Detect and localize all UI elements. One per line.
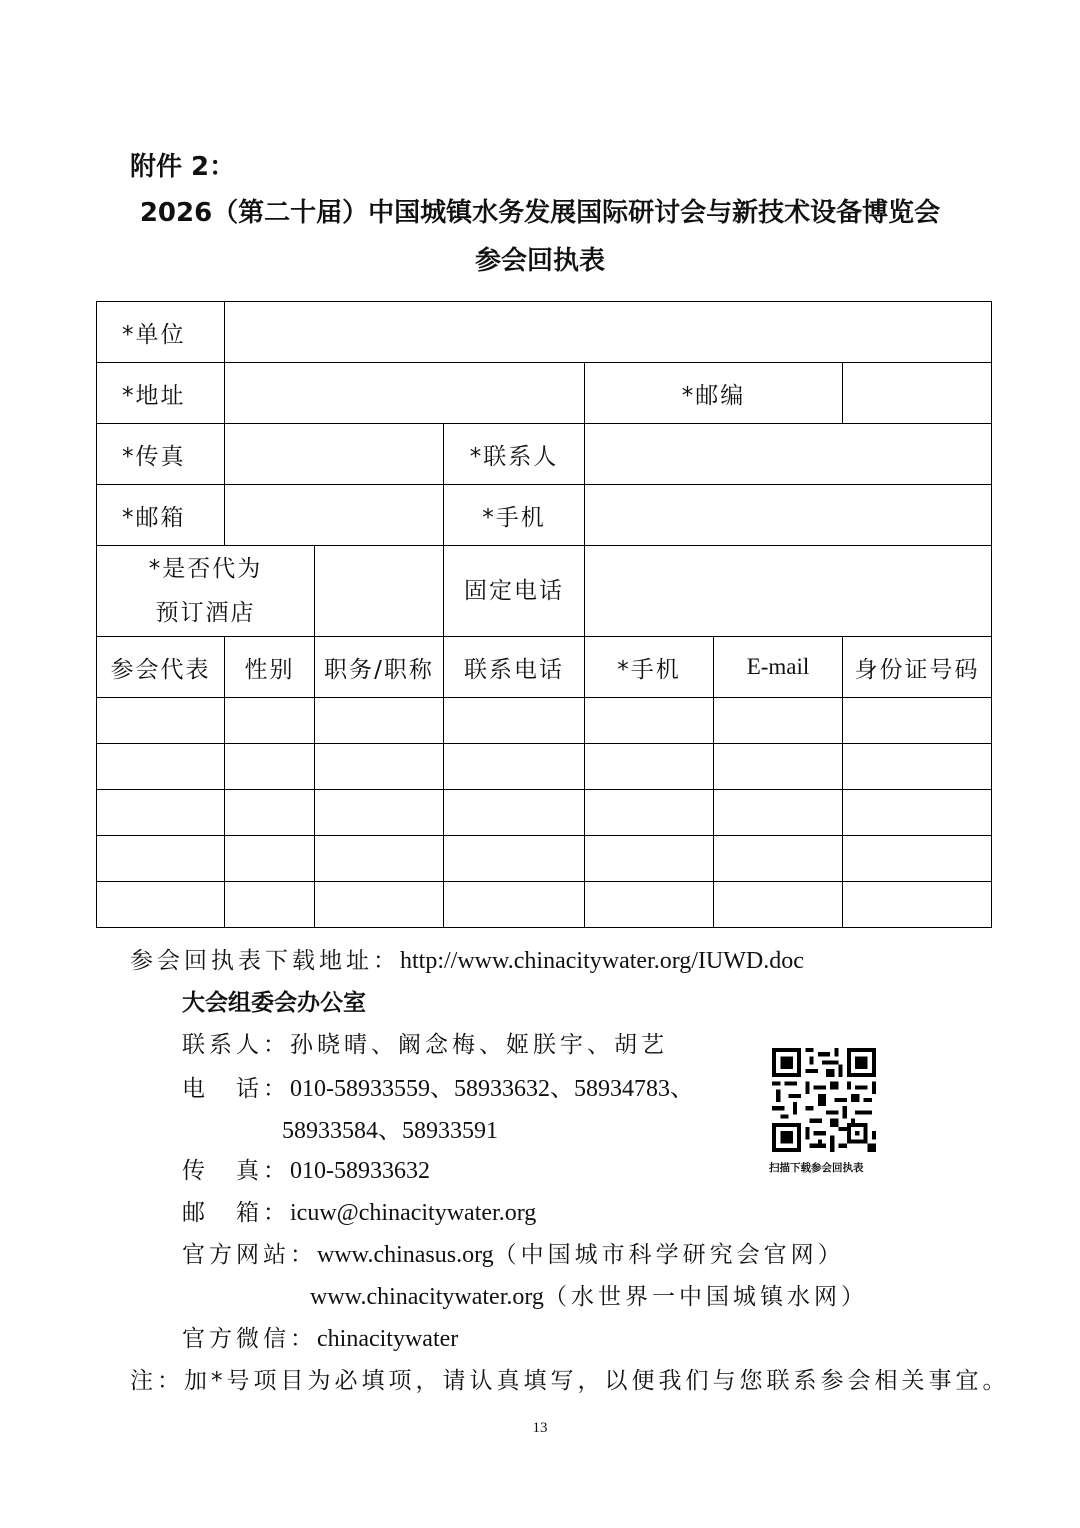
contacts-label: 联系人： [182,1032,290,1058]
header-position: 职务/职称 [315,637,444,698]
email-contact-label: 邮 箱： [182,1200,290,1226]
attachment-label: 附件 2： [130,152,236,182]
table-cell[interactable] [843,882,992,928]
fax-field[interactable] [225,424,444,485]
website-line-1 [182,1236,845,1269]
download-line [130,942,804,975]
phone-label: 电 话： [182,1076,290,1102]
website-label: 官方网站： [182,1242,317,1268]
header-email: E-mail [714,637,843,698]
website-note-1: （中国城市科学研究会官网） [493,1242,845,1268]
table-cell[interactable] [444,882,585,928]
table-cell[interactable] [315,698,444,744]
postcode-field[interactable] [843,363,992,424]
table-cell[interactable] [97,744,225,790]
contacts-names: 孙晓晴、阚念梅、姬朕宇、胡艺 [290,1032,668,1058]
hotel-booking-field[interactable] [315,546,444,637]
document-title: 2026（第二十届）中国城镇水务发展国际研讨会与新技术设备博览会 [139,198,941,228]
table-cell[interactable] [843,790,992,836]
header-id-number: 身份证号码 [843,637,992,698]
table-cell[interactable] [843,744,992,790]
table-cell[interactable] [225,744,315,790]
website-link-2[interactable]: www.chinacitywater.org [310,1284,544,1310]
office-name: 大会组委会办公室 [182,990,366,1016]
table-row [97,698,992,744]
table-cell[interactable] [225,698,315,744]
unit-field[interactable] [225,302,992,363]
hotel-booking-label-line2: 预订酒店 [155,600,256,626]
table-cell[interactable] [585,790,714,836]
unit-label: *单位 [97,302,225,363]
table-cell[interactable] [585,698,714,744]
hotel-booking-label-line1: *是否代为 [148,556,263,582]
qr-caption: 扫描下载参会回执表 [769,1162,864,1174]
table-cell[interactable] [315,882,444,928]
phone-line [182,1068,694,1103]
fax-line [182,1152,430,1185]
email-link[interactable]: icuw@chinacitywater.org [290,1200,537,1226]
contact-field[interactable] [585,424,992,485]
email-line [182,1194,536,1227]
wechat-label: 官方微信： [182,1326,317,1352]
table-row [97,790,992,836]
fax-contact-label: 传 真： [182,1158,290,1184]
address-label: *地址 [97,363,225,424]
fax-label: *传真 [97,424,225,485]
wechat-line [182,1320,458,1353]
table-cell[interactable] [714,882,843,928]
table-cell[interactable] [714,790,843,836]
header-attendee: 参会代表 [97,637,225,698]
postcode-label: *邮编 [585,363,843,424]
download-url-link[interactable]: http://www.chinacitywater.org/IUWD.doc [400,948,804,974]
table-cell[interactable] [585,836,714,882]
email-field[interactable] [225,485,444,546]
table-cell[interactable] [97,836,225,882]
table-cell[interactable] [444,790,585,836]
table-cell[interactable] [843,836,992,882]
header-phone: 联系电话 [444,637,585,698]
table-cell[interactable] [97,790,225,836]
phone-numbers-2: 58933584、58933591 [282,1118,498,1144]
phone-line-2 [282,1110,498,1145]
table-cell[interactable] [225,790,315,836]
landline-field[interactable] [585,546,992,637]
email-label: *邮箱 [97,485,225,546]
table-cell[interactable] [315,744,444,790]
website-line-2 [310,1278,868,1311]
table-cell[interactable] [444,698,585,744]
table-cell[interactable] [585,882,714,928]
table-cell[interactable] [444,836,585,882]
table-cell[interactable] [225,882,315,928]
contacts-line [182,1026,668,1059]
wechat-id: chinacitywater [317,1326,459,1352]
table-cell[interactable] [315,790,444,836]
mobile-label: *手机 [444,485,585,546]
registration-form-table [96,301,992,928]
table-cell[interactable] [225,836,315,882]
table-row [97,744,992,790]
landline-label: 固定电话 [444,546,585,637]
table-cell[interactable] [315,836,444,882]
required-note: 注：加*号项目为必填项，请认真填写，以便我们与您联系参会相关事宜。 [130,1368,1010,1394]
qr-code-icon[interactable] [772,1048,876,1152]
hotel-booking-label [97,546,315,637]
download-label: 参会回执表下载地址： [130,948,400,974]
table-cell[interactable] [714,836,843,882]
header-mobile: *手机 [585,637,714,698]
contact-label: *联系人 [444,424,585,485]
table-row [97,882,992,928]
website-note-2: （水世界一中国城镇水网） [543,1284,868,1310]
table-cell[interactable] [585,744,714,790]
page-number: 13 [532,1420,548,1436]
phone-numbers-1: 010-58933559、58933632、58934783、 [290,1076,694,1102]
table-cell[interactable] [843,698,992,744]
table-cell[interactable] [97,698,225,744]
mobile-field[interactable] [585,485,992,546]
header-gender: 性别 [225,637,315,698]
table-cell[interactable] [97,882,225,928]
table-cell[interactable] [714,744,843,790]
document-subtitle: 参会回执表 [474,246,605,276]
table-cell[interactable] [714,698,843,744]
table-cell[interactable] [444,744,585,790]
address-field[interactable] [225,363,585,424]
website-link-1[interactable]: www.chinasus.org [317,1242,494,1268]
fax-number: 010-58933632 [290,1158,430,1184]
table-row [97,836,992,882]
